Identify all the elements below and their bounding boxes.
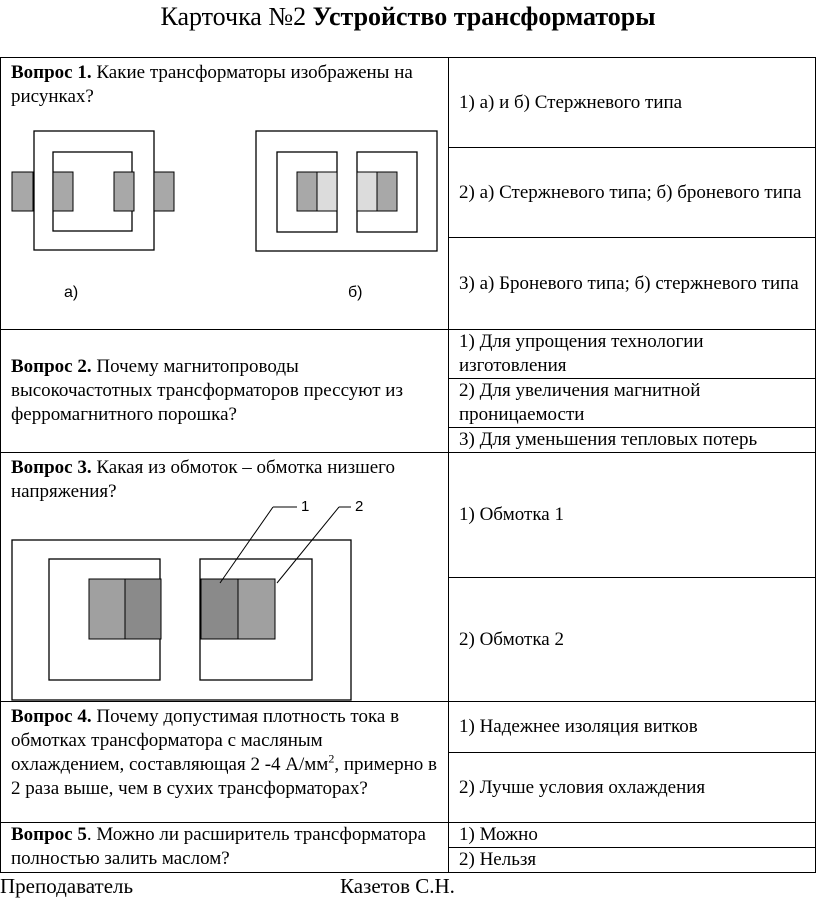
question-4-answer-2[interactable]: 2) Лучше условия охлаждения [449,753,816,823]
question-1-text: Вопрос 1. Какие трансформаторы изображены на рисунках? [11,62,413,107]
question-card-table [0,57,816,873]
figure-b-shell-type [256,131,437,251]
question-3-answer-2[interactable]: 2) Обмотка 2 [449,578,816,702]
footer-teacher-name: Казетов С.Н. [340,874,455,898]
transformer-figure-q3 [1,453,449,703]
question-5-text: Вопрос 5. Можно ли расширитель трансформатора полностью залить маслом? [11,824,426,869]
question-3-cell [1,453,449,702]
figure-a-label: а) [64,284,79,301]
question-2-cell [1,330,449,453]
question-4-text: Вопрос 4. Почему допустимая плотность тока в обмотках трансформатора с масляным охлаждением, составляющая 2 -4 $А/мм^2$, примерно в 2 раза выше, чем в сухих трансформаторах? [11,706,438,799]
question-4-answer-1[interactable]: 1) Надежнее изоляция витков [449,702,816,753]
question-3-text: Вопрос 3. Какая из обмоток – обмотка низшего напряжения? [11,457,395,502]
question-1-answer-2[interactable]: 2) а) Стержневого типа; б) броневого типа [449,148,816,238]
figure-b-label: б) [348,284,363,301]
question-1-cell [1,58,449,330]
question-1-answer-3[interactable]: 3) а) Броневого типа; б) стержневого типа [449,238,816,330]
question-2-answer-3[interactable]: 3) Для уменьшения тепловых потерь [449,428,816,453]
footer-teacher-label: Преподаватель [0,874,134,898]
page-title: Карточка №2 Устройство трансформаторы [160,2,656,31]
winding-2-label: 2 [355,498,364,515]
question-4-cell [1,702,449,823]
question-2-answer-2[interactable]: 2) Для увеличения магнитной проницаемости [449,379,816,428]
transformer-figures-q1 [1,58,449,330]
question-5-answer-1[interactable]: 1) Можно [449,823,816,848]
question-2-text: Вопрос 2. Почему магнитопроводы высокочастотных трансформаторов прессуют из ферромагнитного порошка? [11,356,403,425]
question-1-answer-1[interactable]: 1) а) и б) Стержневого типа [449,58,816,148]
question-5-answer-2[interactable]: 2) Нельзя [449,848,816,873]
winding-1-label: 1 [301,498,310,515]
question-3-answer-1[interactable]: 1) Обмотка 1 [449,453,816,578]
figure-a-core-type [12,131,174,250]
question-5-cell [1,823,449,873]
question-2-answer-1[interactable]: 1) Для упрощения технологии изготовления [449,330,816,379]
